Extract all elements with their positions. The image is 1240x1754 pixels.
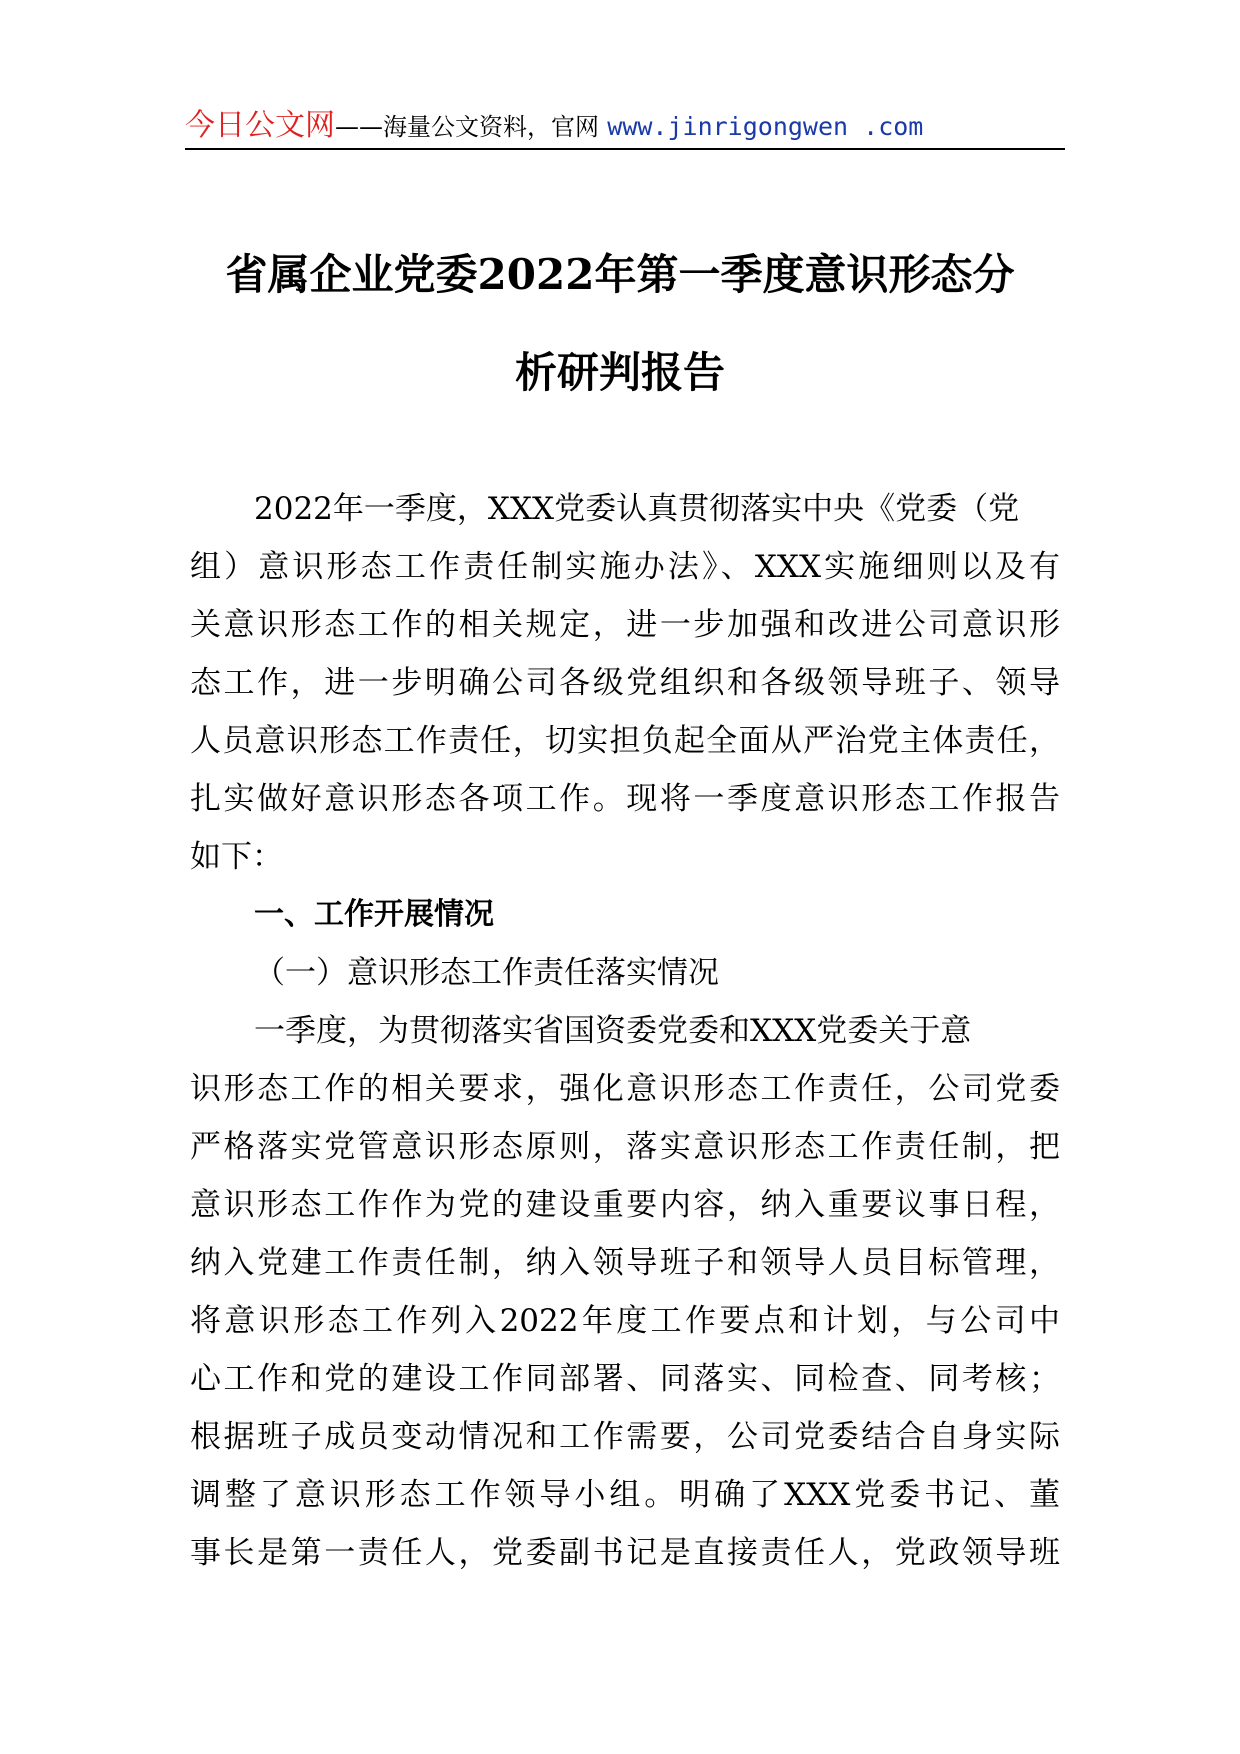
paragraph-line: 根据班子成员变动情况和工作需要，公司党委结合自身实际 [190, 1419, 1060, 1455]
header-divider [185, 148, 1065, 150]
paragraph-line: 2022年一季度，XXX党委认真贯彻落实中央《党委（党 [254, 491, 1020, 527]
paragraph-line: 识形态工作的相关要求，强化意识形态工作责任，公司党委 [190, 1071, 1060, 1107]
document-title [150, 226, 1090, 422]
paragraph-line: 调整了意识形态工作领导小组。明确了XXX党委书记、董 [190, 1477, 1060, 1513]
site-header [185, 102, 1065, 150]
site-brand: 今日公文网 [185, 108, 335, 143]
paragraph-line: 心工作和党的建设工作同部署、同落实、同检查、同考核； [190, 1361, 1060, 1397]
paragraph-line: 意识形态工作作为党的建设重要内容，纳入重要议事日程， [190, 1187, 1060, 1223]
document-body [190, 480, 1060, 1582]
title-line-1: 省属企业党委2022年第一季度意识形态分 [225, 250, 1015, 299]
paragraph-line: 将意识形态工作列入2022年度工作要点和计划，与公司中 [190, 1303, 1060, 1339]
paragraph-line: 严格落实党管意识形态原则，落实意识形态工作责任制，把 [190, 1129, 1060, 1165]
paragraph-line: 组）意识形态工作责任制实施办法》、XXX实施细则以及有 [190, 549, 1060, 585]
paragraph-line: 事长是第一责任人，党委副书记是直接责任人，党政领导班 [190, 1535, 1060, 1571]
subsection-heading: （一）意识形态工作责任落实情况 [254, 955, 719, 991]
paragraph-line: 纳入党建工作责任制，纳入领导班子和领导人员目标管理， [190, 1245, 1060, 1281]
paragraph-line: 一季度，为贯彻落实省国资委党委和XXX党委关于意 [254, 1013, 972, 1049]
title-line-2: 析研判报告 [514, 348, 725, 397]
site-url[interactable]: www.jinrigongwen .com [607, 112, 924, 141]
site-slogan: ——海量公文资料，官网 [335, 113, 599, 141]
paragraph-line: 人员意识形态工作责任，切实担负起全面从严治党主体责任， [190, 723, 1060, 759]
paragraph-line: 态工作，进一步明确公司各级党组织和各级领导班子、领导 [190, 665, 1060, 701]
section-heading: 一、工作开展情况 [254, 897, 494, 932]
paragraph-line: 关意识形态工作的相关规定，进一步加强和改进公司意识形 [190, 607, 1060, 643]
paragraph-line: 如下： [190, 839, 283, 875]
paragraph-line: 扎实做好意识形态各项工作。现将一季度意识形态工作报告 [190, 781, 1060, 817]
